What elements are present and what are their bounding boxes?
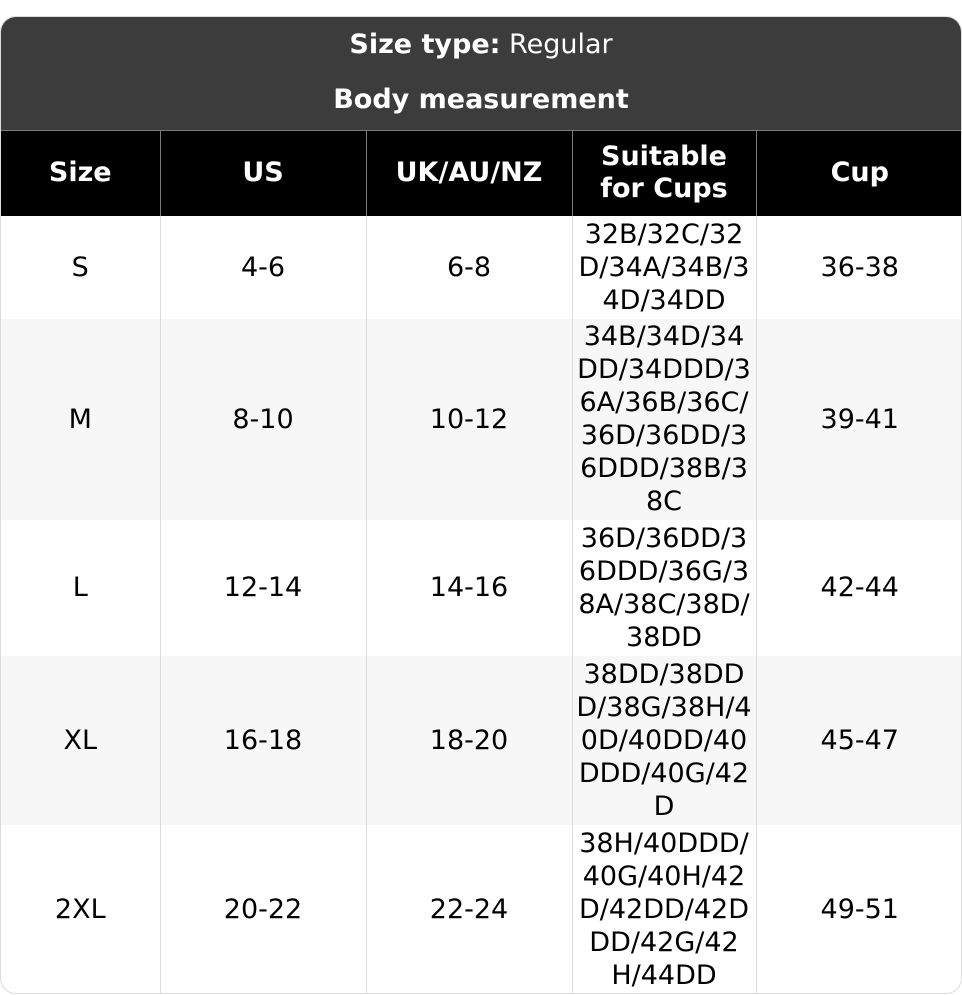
size-chart-card	[0, 16, 962, 994]
column-header-suitable-for-cups: Suitable for Cups	[572, 131, 756, 216]
cell-uk-au-nz: 6-8	[366, 216, 572, 319]
cell-size: M	[1, 319, 160, 520]
cell-suitable-cups: 34B/34D/34DD/34DDD/36A/36B/36C/36D/36DD/36DDD/38B/38C	[572, 319, 756, 520]
cell-suitable-cups: 38H/40DDD/40G/40H/42D/42DD/42DDD/42G/42H/44DD	[572, 825, 756, 994]
column-header-cup: Cup	[756, 131, 962, 216]
cell-cup: 39-41	[756, 319, 962, 520]
cell-uk-au-nz: 10-12	[366, 319, 572, 520]
column-header-size: Size	[1, 131, 160, 216]
cell-uk-au-nz: 22-24	[366, 825, 572, 994]
cell-cup: 49-51	[756, 825, 962, 994]
cell-suitable-cups: 32B/32C/32D/34A/34B/34D/34DD	[572, 216, 756, 319]
size-chart-header	[1, 17, 961, 130]
table-row	[1, 656, 962, 825]
cell-us: 20-22	[160, 825, 366, 994]
table-row	[1, 825, 962, 994]
size-type-line	[1, 28, 961, 62]
cell-suitable-cups: 36D/36DD/36DDD/36G/38A/38C/38D/38DD	[572, 520, 756, 656]
cell-cup: 36-38	[756, 216, 962, 319]
table-row	[1, 216, 962, 319]
column-header-uk-au-nz: UK/AU/NZ	[366, 131, 572, 216]
cell-size: L	[72, 572, 88, 603]
table-header-row	[1, 131, 962, 216]
size-type-value: Regular	[509, 29, 613, 60]
cell-us: 4-6	[160, 216, 366, 319]
cell-size: XL	[1, 656, 160, 825]
size-type-label: Size type:	[349, 29, 501, 60]
cell-us: 8-10	[160, 319, 366, 520]
cell-suitable-cups: 38DD/38DDD/38G/38H/40D/40DD/40DDD/40G/42D	[572, 656, 756, 825]
table-row	[1, 319, 962, 520]
cell-cup: 45-47	[756, 656, 962, 825]
cell-uk-au-nz: 18-20	[366, 656, 572, 825]
table-row	[1, 520, 962, 656]
size-table	[1, 130, 962, 994]
body-measurement-title: Body measurement	[333, 84, 629, 115]
cell-size: S	[71, 251, 89, 283]
cell-us: 12-14	[160, 520, 366, 656]
cell-size: 2XL	[54, 893, 106, 925]
cell-us: 16-18	[160, 656, 366, 825]
column-header-us: US	[160, 131, 366, 216]
cell-uk-au-nz: 14-16	[366, 520, 572, 656]
cell-cup: 42-44	[756, 520, 962, 656]
